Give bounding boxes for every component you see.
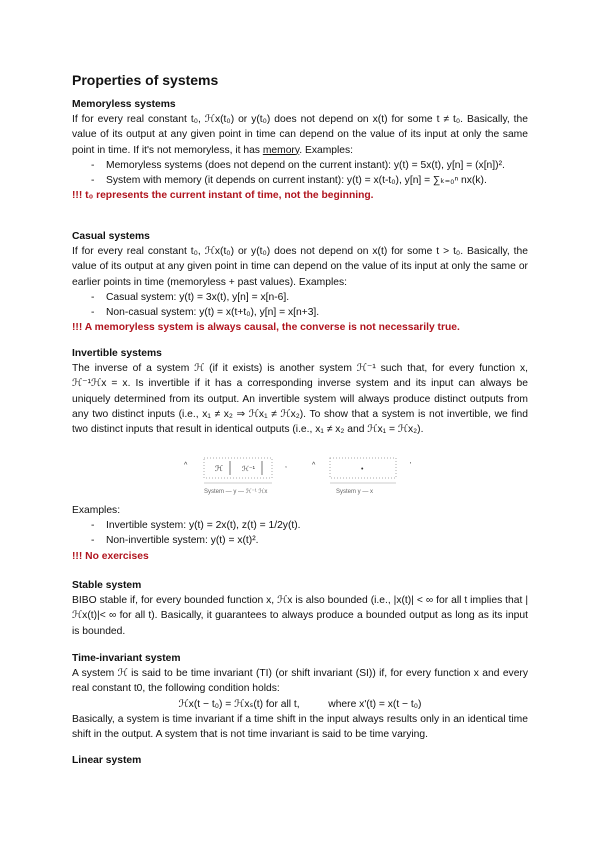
casual-examples	[72, 290, 528, 320]
list-item: - Invertible system: y(t) = 2x(t), z(t) = 1/2y(t).	[72, 518, 528, 533]
time-invariant-heading: Time-invariant system	[72, 653, 181, 664]
stable-paragraph: BIBO stable if, for every bounded function x, ℋx is also bounded (i.e., |x(t)| < ∞ for all t implies that |ℋx(t)|< ∞ for all t). Basically, it guarantees to always produce a bounded output as long as its input is bounded.	[72, 595, 528, 637]
diagram-caption-2: System y — x	[336, 489, 374, 495]
svg-text:': '	[410, 462, 412, 469]
memoryless-heading: Memoryless systems	[72, 99, 176, 110]
arrow-mark: ^	[184, 462, 188, 469]
stable-heading: Stable system	[72, 580, 142, 591]
list-item: - Memoryless systems (does not depend on the current instant): y(t) = 5x(t), y[n] = (x[n])².	[72, 158, 528, 173]
list-item: - Casual system: y(t) = 3x(t), y[n] = x[n-6].	[72, 290, 528, 305]
box1-label: ℋ	[215, 464, 223, 473]
stable-section	[72, 578, 528, 639]
memoryless-warning: !!! t₀ represents the current instant of time, not the beginning.	[72, 190, 374, 202]
svg-text:^: ^	[312, 462, 316, 469]
memoryless-examples	[72, 158, 528, 188]
memory-word: memory	[262, 144, 300, 156]
invertible-diagram	[72, 452, 528, 502]
examples-label: Examples:	[72, 505, 121, 516]
casual-paragraph: If for every real constant t₀, ℋx(t₀) or y(t₀) does not depend on x(t) for some t > t₀. Basically, the value of its output at any given point in time can depend on the value of its input at only the same or earlier points in time (memoryless + past values). Examples:	[72, 246, 528, 288]
casual-section	[72, 229, 528, 335]
invertible-warning: !!! No exercises	[72, 550, 149, 562]
time-invariant-section	[72, 651, 528, 742]
list-item: - Non-casual system: y(t) = x(t+t₀), y[n] = x[n+3].	[72, 305, 528, 320]
list-item: - Non-invertible system: y(t) = x(t)².	[72, 533, 528, 548]
invertible-heading: Invertible systems	[72, 348, 162, 359]
casual-heading: Casual systems	[72, 231, 150, 242]
time-invariant-paragraph: A system ℋ is said to be time invariant (TI) (or shift invariant (SI)) if, for every function x and every real constant t0, the following condition holds:	[72, 668, 528, 695]
list-item: - System with memory (it depends on current instant): y(t) = x(t-t₀), y[n] = ∑ₖ₌₀ⁿ nx(k).	[72, 173, 528, 188]
linear-heading: Linear system	[72, 755, 142, 766]
memoryless-paragraph: If for every real constant t₀, ℋx(t₀) or y(t₀) does not depend on x(t) for some t ≠ t₀. Basically, the value of its output at any given point in time can depend on the value of its input at only the same point in time. If it's not memoryless, it has memory. Examples:	[72, 114, 528, 156]
invertible-examples-block	[72, 503, 528, 564]
linear-section	[72, 753, 528, 768]
invertible-paragraph: The inverse of a system ℋ (if it exists) is another system ℋ⁻¹ such that, for every function x, ℋ⁻¹ℋx = x. Is invertible if it has a corresponding inverse system and its input can always be uniquely determined from its output. An invertible system will always produce distinct outputs from any two distinct inputs (i.e., x₁ ≠ x₂ ⇒ ℋx₁ ≠ ℋx₂). To show that a system is not invertible, we find two distinct inputs that result in identical outputs (i.e., x₁ ≠ x₂ and ℋx₁ = ℋx₂).	[72, 363, 528, 436]
invertible-section	[72, 346, 528, 437]
memoryless-section	[72, 97, 528, 203]
page-title: Properties of systems	[72, 72, 219, 88]
diagram-caption-1: System — y — ℋ⁻¹ ℋx	[204, 489, 268, 495]
casual-warning: !!! A memoryless system is always causal, the converse is not necessarily true.	[72, 322, 460, 334]
invertible-examples	[72, 518, 528, 548]
svg-text:•: •	[361, 466, 364, 473]
time-invariant-formula: ℋx(t − t₀) = ℋxₛ(t) for all t, where x'(t) = x(t − t₀)	[178, 698, 422, 710]
svg-text:,: ,	[285, 462, 287, 469]
time-invariant-paragraph-2: Basically, a system is time invariant if a time shift in the input always results only in an identical time shift in the output. A system that is not time invariant is said to be time varying.	[72, 713, 528, 741]
box2-label: ℋ⁻¹	[242, 466, 255, 473]
